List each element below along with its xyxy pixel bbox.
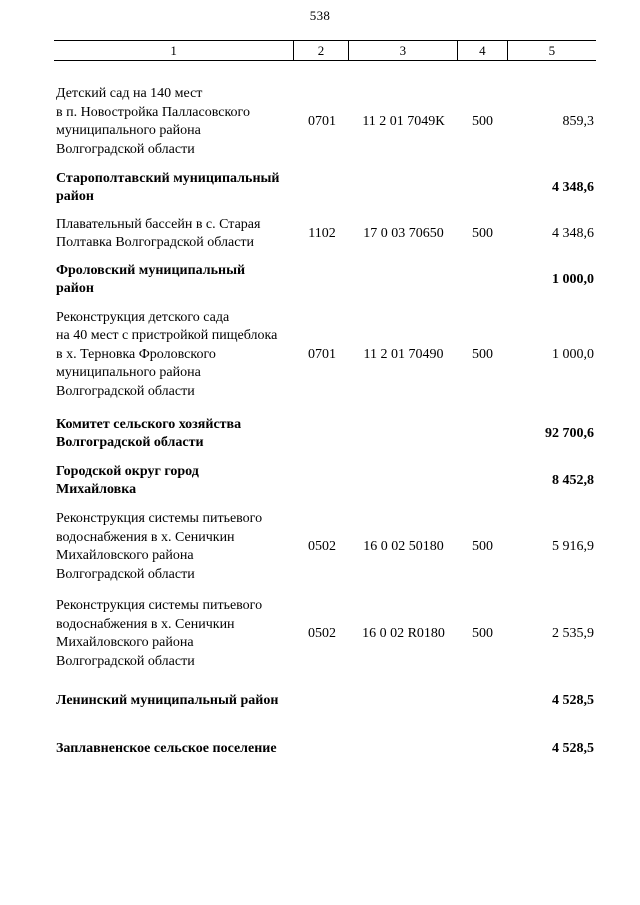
column-header-3: 3 xyxy=(349,41,458,60)
description-line: Михайловка xyxy=(56,482,137,497)
description-line: Комитет сельского хозяйства xyxy=(56,416,242,432)
table-row xyxy=(54,415,596,453)
description-line: Полтавка Волгоградской области xyxy=(56,235,255,250)
expense-type: 500 xyxy=(472,538,493,554)
target-article: 16 0 02 R0180 xyxy=(362,625,445,641)
description-line: Волгоградской области xyxy=(56,383,195,399)
description-line: Волгоградской области xyxy=(56,566,195,582)
description-line: муниципального района xyxy=(56,365,201,381)
row-description xyxy=(54,692,344,711)
row-description xyxy=(54,309,295,402)
description-line: муниципального района xyxy=(56,123,201,138)
expense-type: 500 xyxy=(472,113,493,129)
column-header-1: 1 xyxy=(54,41,294,60)
amount: 5 916,9 xyxy=(552,538,594,554)
amount: 4 348,6 xyxy=(552,225,594,241)
table-row xyxy=(54,169,596,207)
target-article: 16 0 02 50180 xyxy=(363,538,444,554)
amount: 92 700,6 xyxy=(545,425,594,441)
description-line: в х. Терновка Фроловского xyxy=(56,346,216,362)
description-line: район xyxy=(56,189,94,204)
target-article: 17 0 03 70650 xyxy=(363,225,444,241)
row-description xyxy=(54,597,295,671)
amount: 2 535,9 xyxy=(552,625,594,641)
row-description xyxy=(54,463,344,500)
description-line: в п. Новостройка Палласовского xyxy=(56,104,250,120)
row-description xyxy=(54,416,344,453)
column-header-4: 4 xyxy=(458,41,508,60)
table-row xyxy=(54,691,596,711)
description-line: Волгоградской области xyxy=(56,435,204,450)
table-row xyxy=(54,84,596,160)
page-number: 538 xyxy=(309,8,331,23)
section-code: 0502 xyxy=(308,538,336,554)
table-row xyxy=(54,509,596,585)
description-line: Волгоградской области xyxy=(56,653,195,669)
description-line: Детский сад на 140 мест xyxy=(56,86,203,101)
description-line: Волгоградской области xyxy=(56,141,195,157)
description-line: Михайловского района xyxy=(56,548,194,563)
table-row xyxy=(54,308,596,402)
amount: 1 000,0 xyxy=(552,346,594,362)
table-row xyxy=(54,215,596,253)
description-line: Реконструкция детского сада xyxy=(56,309,230,325)
row-description xyxy=(54,510,295,584)
amount: 4 528,5 xyxy=(552,692,594,708)
description-line: Плавательный бассейн в с. Старая xyxy=(56,216,261,232)
amount: 8 452,8 xyxy=(552,472,594,488)
row-description xyxy=(54,216,295,253)
description-line: Реконструкция системы питьевого xyxy=(56,511,263,526)
section-code: 0701 xyxy=(308,113,336,129)
description-line: Заплавненское сельское поселение xyxy=(56,740,277,756)
amount: 1 000,0 xyxy=(552,271,594,287)
description-line: Старополтавский муниципальный xyxy=(56,170,280,186)
budget-table xyxy=(54,40,596,756)
section-code: 0502 xyxy=(308,625,336,641)
description-line: на 40 мест с пристройкой пищеблока xyxy=(56,328,278,344)
target-article: 11 2 01 7049К xyxy=(362,113,445,129)
column-header-2: 2 xyxy=(294,41,349,60)
expense-type: 500 xyxy=(472,346,493,362)
description-line: водоснабжения в х. Сеничкин xyxy=(56,616,235,632)
section-code: 1102 xyxy=(308,225,336,241)
description-line: район xyxy=(56,281,94,296)
expense-type: 500 xyxy=(472,625,493,641)
target-article: 11 2 01 70490 xyxy=(363,346,444,362)
description-line: Реконструкция системы питьевого xyxy=(56,598,263,613)
description-line: Ленинский муниципальный район xyxy=(56,692,279,708)
amount: 4 528,5 xyxy=(552,740,594,756)
description-line: Городской округ город xyxy=(56,463,199,479)
table-row xyxy=(54,739,596,759)
row-description xyxy=(54,262,344,299)
row-description xyxy=(54,740,344,759)
amount: 4 348,6 xyxy=(552,179,594,195)
row-description xyxy=(54,85,295,159)
table-header xyxy=(54,40,596,61)
table-row xyxy=(54,261,596,299)
table-row xyxy=(54,462,596,500)
description-line: Фроловский муниципальный xyxy=(56,262,246,278)
description-line: водоснабжения в х. Сеничкин xyxy=(56,529,235,545)
description-line: Михайловского района xyxy=(56,635,194,650)
expense-type: 500 xyxy=(472,225,493,241)
column-header-5: 5 xyxy=(548,43,556,58)
section-code: 0701 xyxy=(308,346,336,362)
table-row xyxy=(54,596,596,672)
row-description xyxy=(54,170,344,207)
amount: 859,3 xyxy=(562,113,594,129)
